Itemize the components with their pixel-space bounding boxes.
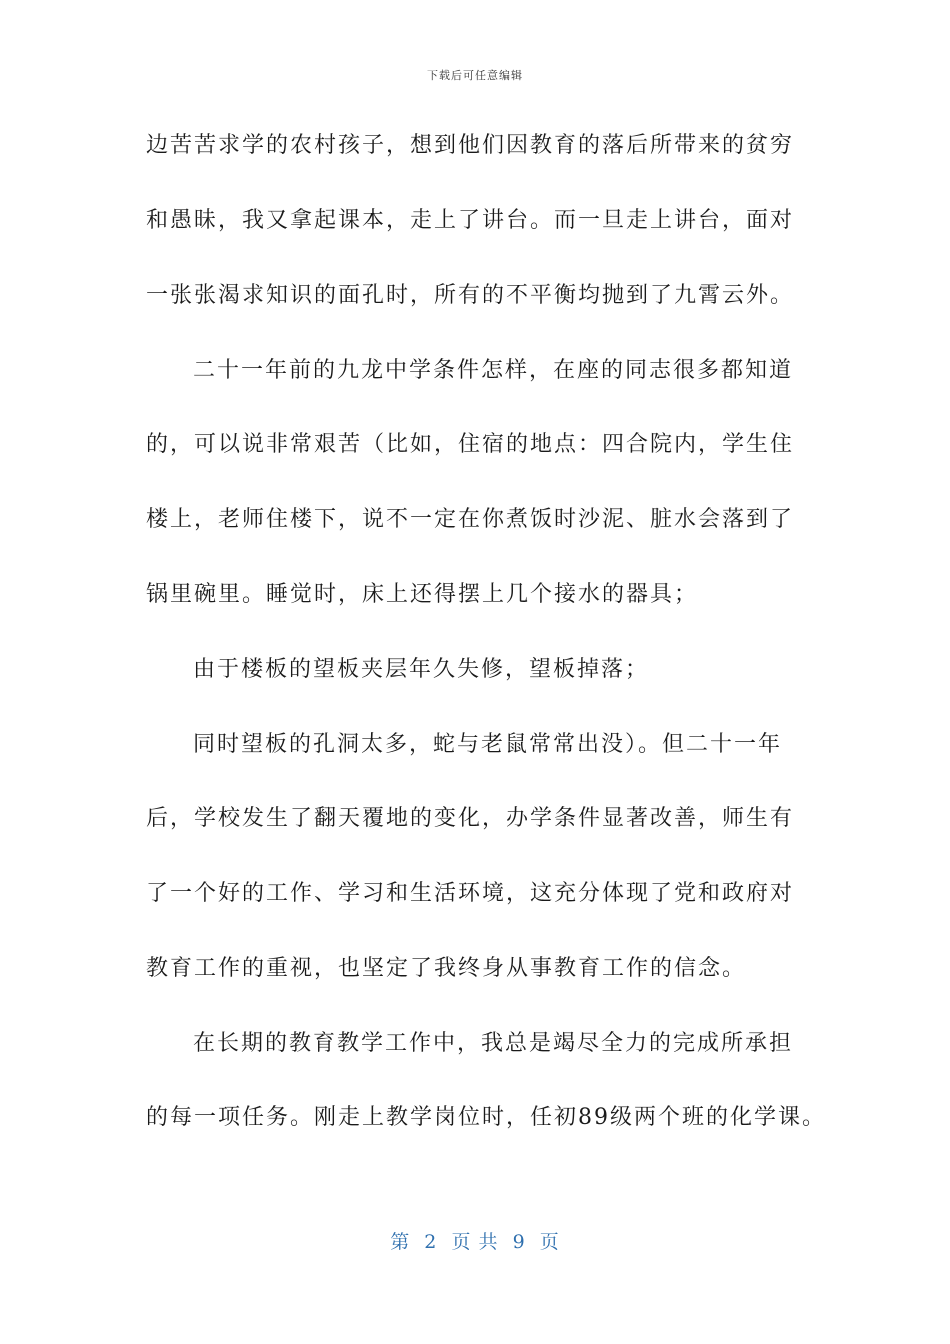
paragraph-start-line: 同时望板的孔洞太多，蛇与老鼠常常出没）。但二十一年 (193, 732, 783, 757)
page-number-footer: 第 2 页 共 9 页 (390, 1231, 560, 1253)
text-line: 楼上，老师住楼下，说不一定在你煮饭时沙泥、脏水会落到了 (146, 507, 795, 532)
text-line: 的，可以说非常艰苦（比如，住宿的地点：四合院内，学生住 (146, 432, 795, 457)
text-line: 锅里碗里。睡觉时，床上还得摆上几个接水的器具； (146, 582, 699, 607)
text-line: 后，学校发生了翻天覆地的变化，办学条件显著改善，师生有 (146, 806, 795, 831)
paragraph-start-line: 在长期的教育教学工作中，我总是竭尽全力的完成所承担 (193, 1031, 794, 1056)
header-note: 下载后可任意编辑 (427, 69, 523, 82)
text-line: 和愚昧，我又拿起课本，走上了讲台。而一旦走上讲台，面对 (146, 208, 795, 233)
text-line: 一张张渴求知识的面孔时，所有的不平衡均抛到了九霄云外。 (146, 283, 795, 308)
paragraph-start-line: 由于楼板的望板夹层年久失修，望板掉落； (193, 657, 650, 682)
paragraph-start-line: 二十一年前的九龙中学条件怎样，在座的同志很多都知道 (193, 358, 794, 383)
text-line: 了一个好的工作、学习和生活环境，这充分体现了党和政府对 (146, 881, 795, 906)
text-line: 边苦苦求学的农村孩子，想到他们因教育的落后所带来的贫穷 (146, 133, 795, 158)
text-line: 的每一项任务。刚走上教学岗位时，任初89级两个班的化学课。 (146, 1105, 826, 1130)
text-line: 教育工作的重视，也坚定了我终身从事教育工作的信念。 (146, 956, 747, 981)
